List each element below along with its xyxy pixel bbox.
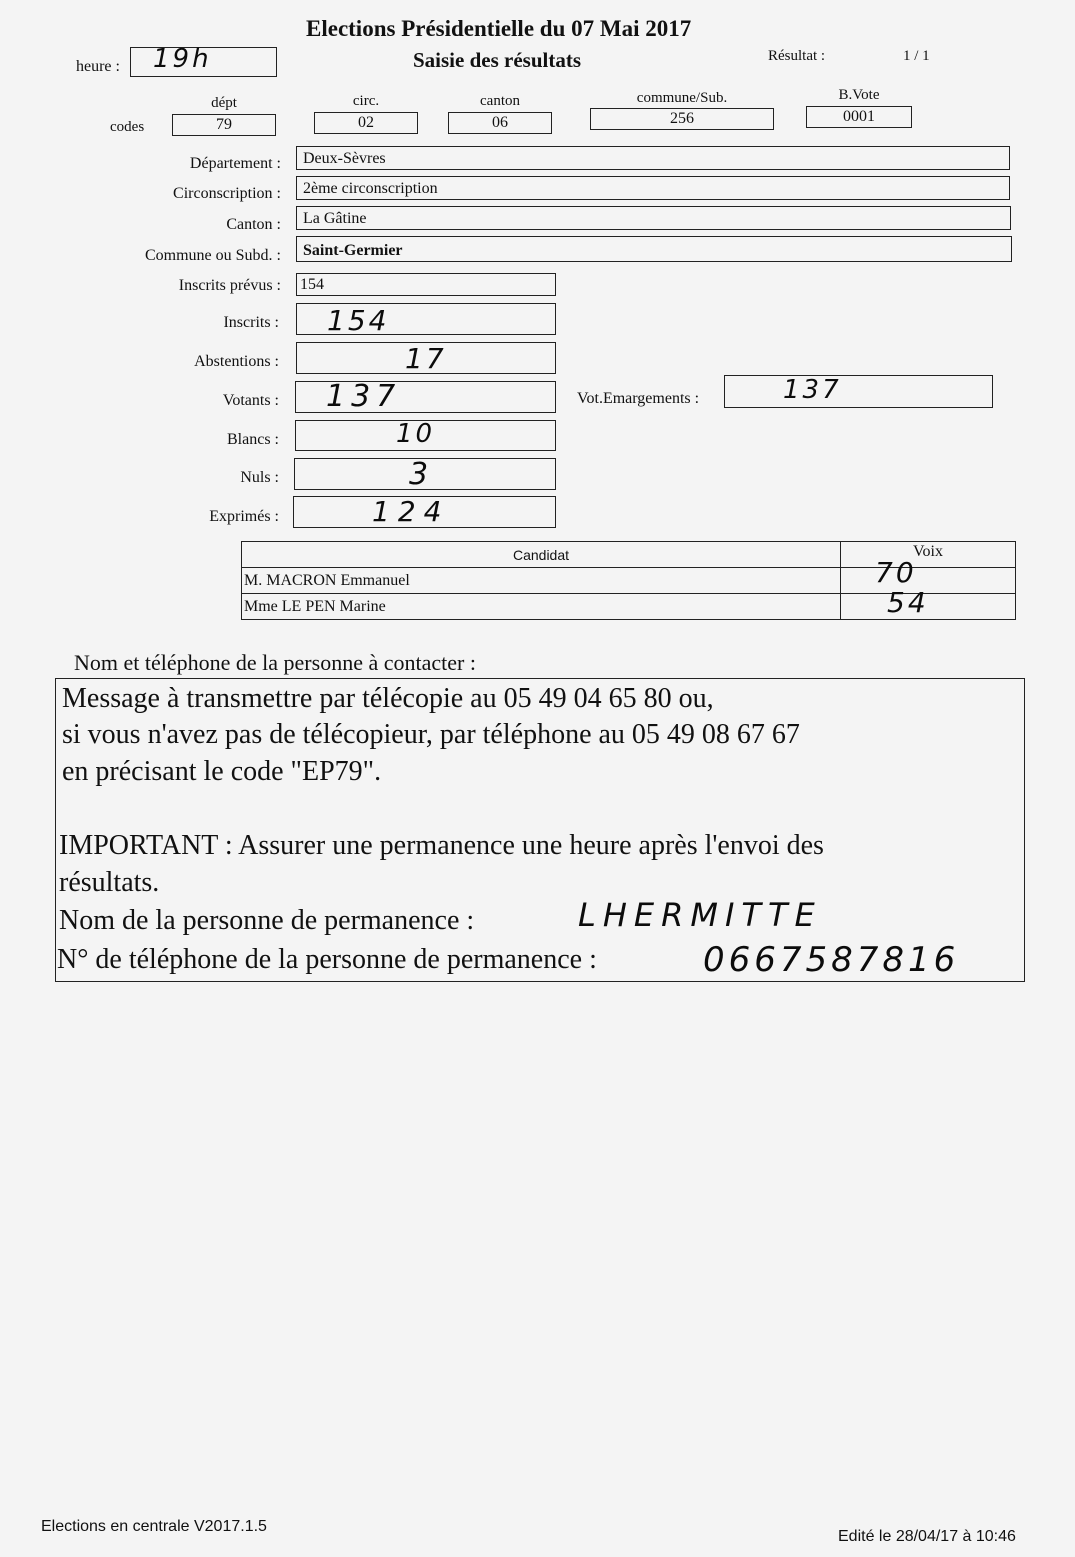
exprimes-label: Exprimés :	[209, 508, 279, 525]
edited-date: Edité le 28/04/17 à 10:46	[838, 1528, 1016, 1545]
exprimes-field[interactable]	[293, 496, 556, 528]
inscrits-field[interactable]	[296, 303, 556, 335]
permanence-name-value[interactable]: LHERMITTE	[578, 896, 822, 934]
commune-field[interactable]: Saint-Germier	[296, 236, 1012, 262]
emargements-label: Vot.Emargements :	[577, 390, 700, 407]
candidate-voix: 70	[875, 556, 917, 589]
departement-field[interactable]: Deux-Sèvres	[296, 146, 1010, 170]
candidat-column-header: Candidat	[242, 542, 841, 568]
software-version: Elections en centrale V2017.1.5	[41, 1518, 267, 1535]
candidate-voix-cell[interactable]	[841, 586, 1016, 620]
commune-label: Commune ou Subd. :	[144, 247, 281, 264]
resultat-value: 1 / 1	[903, 48, 930, 64]
circonscription-label: Circonscription :	[173, 185, 281, 202]
heure-label: heure :	[76, 58, 120, 75]
abstentions-value: 17	[405, 342, 447, 375]
canton-field[interactable]: La Gâtine	[296, 206, 1011, 230]
message-line-1: Message à transmettre par télécopie au 05 49 04 65 80 ou,	[62, 683, 714, 714]
candidates-table	[241, 541, 1016, 620]
dept-code-field[interactable]: 79	[172, 114, 276, 136]
emargements-value: 137	[783, 375, 842, 405]
inscrits-prevus-field[interactable]: 154	[296, 273, 556, 296]
important-line-1: IMPORTANT : Assurer une permanence une heure après l'envoi des	[59, 830, 824, 861]
nuls-field[interactable]	[294, 458, 556, 490]
page-title: Elections Présidentielle du 07 Mai 2017	[306, 16, 692, 41]
blancs-field[interactable]	[295, 420, 556, 451]
permanence-name-label: Nom de la personne de permanence :	[59, 905, 475, 936]
resultat-label: Résultat :	[768, 48, 826, 64]
permanence-phone-value[interactable]: 0667587816	[703, 940, 960, 980]
inscrits-prevus-label: Inscrits prévus :	[178, 277, 281, 294]
inscrits-value: 154	[327, 304, 390, 337]
candidate-voix: 54	[887, 586, 929, 619]
blancs-label: Blancs :	[227, 431, 279, 448]
permanence-phone-label: N° de téléphone de la personne de permanence :	[57, 944, 597, 975]
canton-label: Canton :	[226, 216, 281, 233]
votants-label: Votants :	[222, 392, 279, 409]
codes-label: codes	[110, 119, 145, 135]
circ-header: circ.	[352, 93, 380, 109]
contact-label: Nom et téléphone de la personne à contacter :	[74, 650, 476, 675]
blancs-value: 10	[396, 419, 436, 449]
commune-code-field[interactable]: 256	[590, 108, 774, 130]
votants-field[interactable]	[295, 381, 556, 413]
votants-value: 137	[326, 379, 402, 414]
emargements-field[interactable]	[724, 375, 993, 408]
dept-header: dépt	[211, 95, 237, 111]
heure-field[interactable]	[130, 44, 277, 77]
candidate-name: Mme LE PEN Marine	[242, 594, 841, 620]
abstentions-label: Abstentions :	[194, 353, 279, 370]
abstentions-field[interactable]	[296, 342, 556, 374]
canton-header: canton	[480, 93, 520, 109]
message-line-3: en précisant le code "EP79".	[62, 756, 382, 787]
candidate-name: M. MACRON Emmanuel	[242, 568, 841, 594]
exprimes-value: 124	[372, 495, 450, 528]
page-subtitle: Saisie des résultats	[413, 48, 581, 72]
inscrits-label: Inscrits :	[223, 314, 279, 331]
message-line-2: si vous n'avez pas de télécopieur, par téléphone au 05 49 08 67 67	[62, 719, 800, 750]
departement-label: Département :	[189, 155, 281, 172]
important-line-2: résultats.	[59, 867, 160, 898]
commune-header: commune/Sub.	[636, 90, 728, 106]
canton-code-field[interactable]: 06	[448, 112, 552, 134]
nuls-value: 3	[409, 457, 432, 492]
bvote-header: B.Vote	[838, 87, 880, 103]
circonscription-field[interactable]: 2ème circonscription	[296, 176, 1010, 200]
bvote-code-field[interactable]: 0001	[806, 106, 912, 128]
voix-column-header: Voix	[841, 542, 1016, 568]
circ-code-field[interactable]: 02	[314, 112, 418, 134]
heure-value: 19h	[153, 44, 212, 74]
candidate-row	[242, 594, 1016, 620]
nuls-label: Nuls :	[240, 469, 279, 486]
